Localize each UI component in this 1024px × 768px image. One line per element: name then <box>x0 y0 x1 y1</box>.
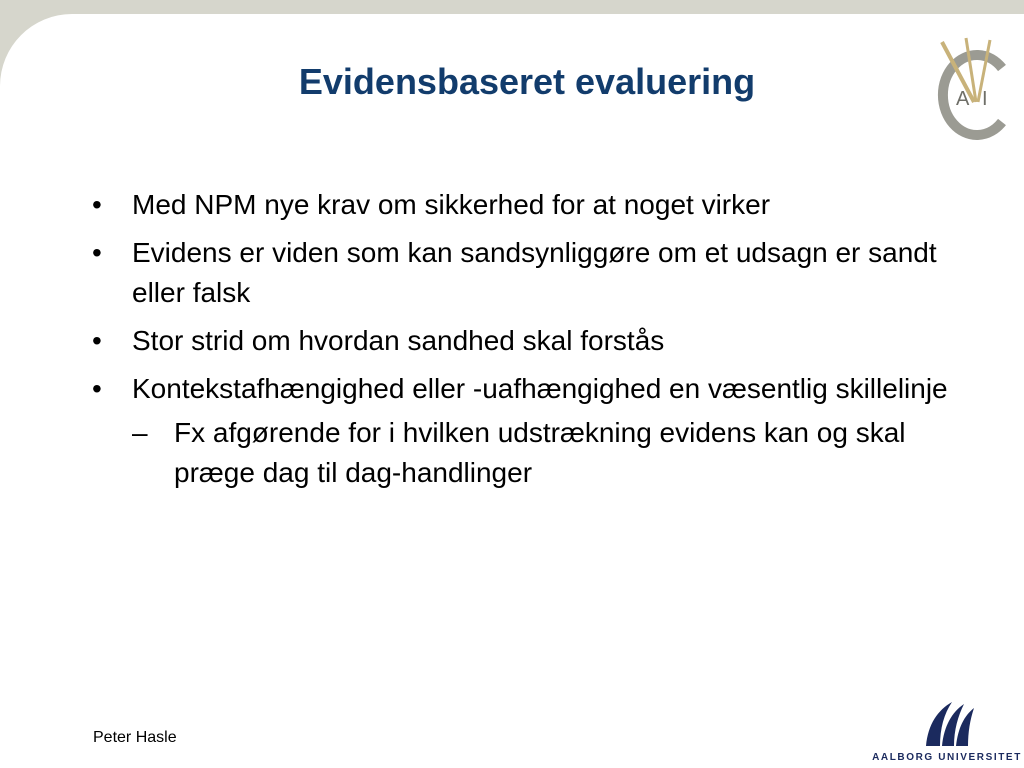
aau-logo <box>872 696 1022 768</box>
cai-logo-icon <box>932 30 1012 140</box>
slide-title: Evidensbaseret evaluering <box>298 61 756 102</box>
aau-waves-icon <box>922 696 976 748</box>
bullet-text: Med NPM nye krav om sikkerhed for at noget virker <box>132 189 771 220</box>
sub-bullet-text: Fx afgørende for i hvilken udstrækning evidens kan og skal præge dag til dag-handlinger <box>174 417 906 488</box>
cai-letter-i: I <box>982 88 988 110</box>
bullet-marker: • <box>92 189 102 220</box>
bullet-marker: • <box>92 237 102 268</box>
footer-author: Peter Hasle <box>93 729 177 746</box>
cai-letter-a: A <box>956 88 970 110</box>
sub-bullet-marker: – <box>132 417 148 448</box>
bullet-text: Evidens er viden som kan sandsynliggøre om et udsagn er sandt eller falsk <box>132 237 937 308</box>
bullet-item <box>92 321 972 361</box>
bullet-item <box>92 233 972 313</box>
sub-bullet-item <box>92 413 972 493</box>
bullet-item <box>92 369 972 409</box>
bullet-item <box>92 185 972 225</box>
slide-canvas <box>0 14 1024 768</box>
bullet-text: Kontekstafhængighed eller -uafhængighed en væsentlig skillelinje <box>132 373 948 404</box>
aau-wordmark: AALBORG UNIVERSITET <box>872 752 1022 763</box>
bullet-marker: • <box>92 325 102 356</box>
bullet-list <box>92 185 972 501</box>
bullet-marker: • <box>92 373 102 404</box>
bullet-text: Stor strid om hvordan sandhed skal forstås <box>132 325 665 356</box>
